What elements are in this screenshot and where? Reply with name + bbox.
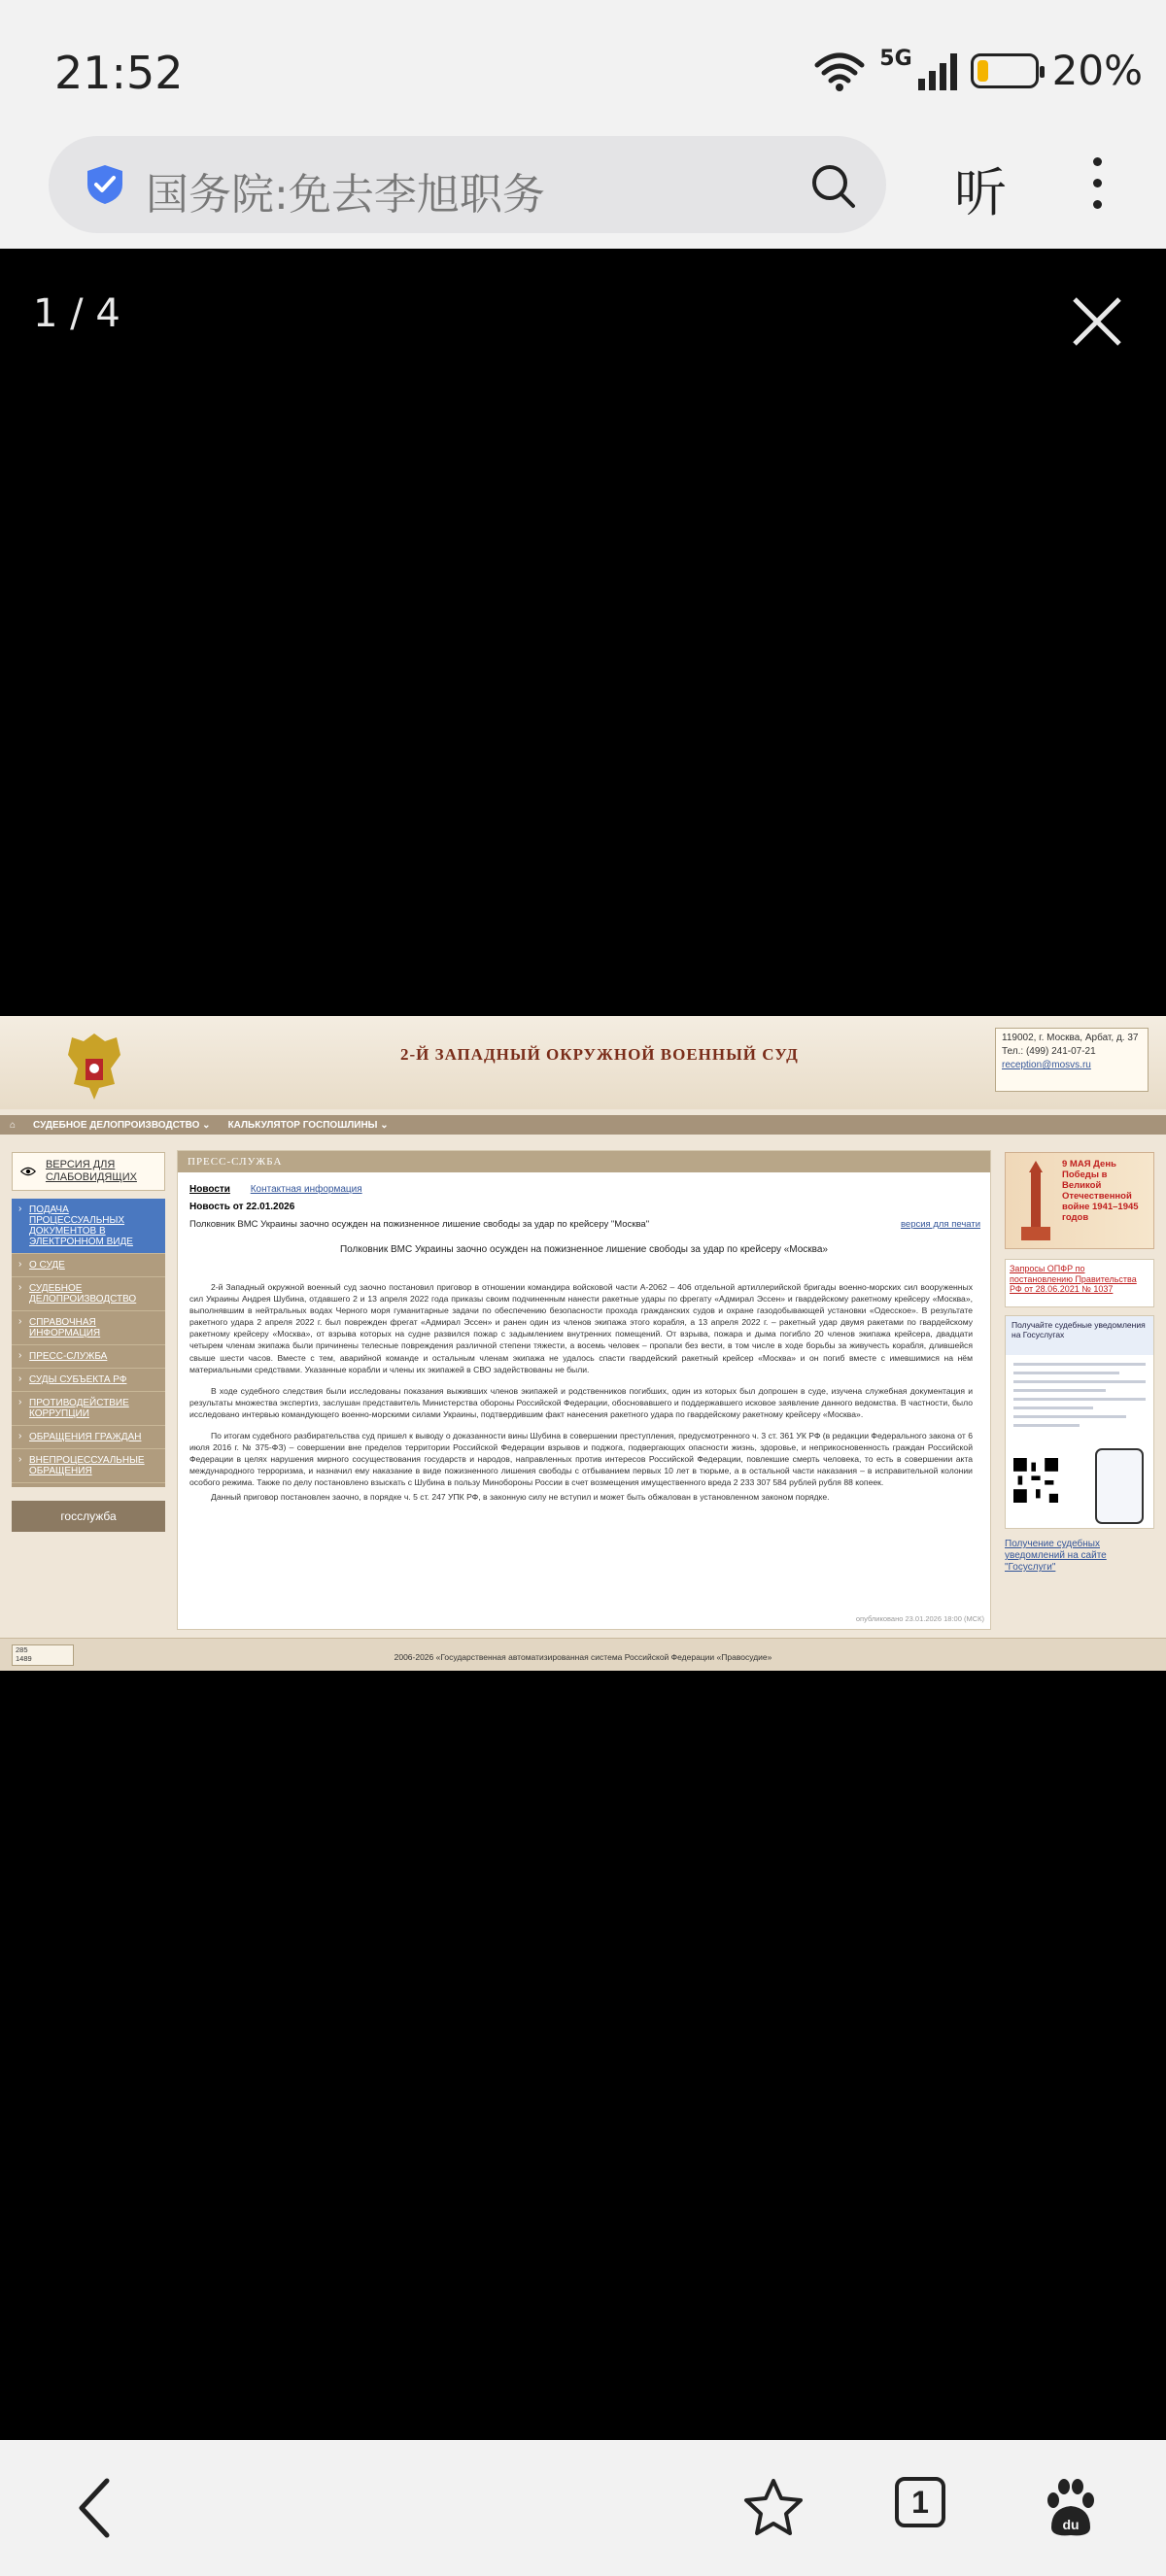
site-sidebar (12, 1152, 165, 1532)
visit-counter: 285 1489 (12, 1644, 74, 1666)
contact-email[interactable]: reception@mosvs.ru (1002, 1060, 1091, 1070)
section-title: ПРЕСС-СЛУЖБА (178, 1151, 990, 1172)
tab-news[interactable]: Новости (189, 1184, 230, 1195)
image-viewer (0, 249, 1166, 2440)
star-icon[interactable] (740, 2475, 806, 2541)
eye-icon (20, 1165, 36, 1178)
victory-day-banner[interactable] (1005, 1152, 1154, 1249)
wifi-icon (813, 50, 866, 92)
search-icon[interactable] (808, 161, 857, 210)
network-type: 5G (879, 47, 912, 71)
sidebar-item-e-filing[interactable]: › ПОДАЧА ПРОЦЕССУАЛЬНЫХ ДОКУМЕНТОВ В ЭЛЕКТРОННОМ ВИДЕ (12, 1199, 165, 1254)
site-footer (0, 1638, 1166, 1671)
battery-fill (977, 60, 988, 82)
coat-of-arms-icon (60, 1030, 128, 1103)
sidebar-menu (12, 1199, 165, 1487)
court-website-image[interactable] (0, 1016, 1166, 1671)
shield-icon (84, 163, 126, 206)
search-input[interactable] (49, 136, 886, 233)
svg-text:du: du (1062, 2517, 1080, 2532)
contact-box (995, 1028, 1149, 1092)
back-icon[interactable] (64, 2475, 130, 2541)
tabs-button[interactable]: 1 (895, 2477, 945, 2527)
image-counter: 1 / 4 (33, 291, 120, 336)
article-title: Полковник ВМС Украины заочно осужден на пожизненное лишение свободы за удар по крейсеру «Москва» (339, 1244, 828, 1255)
contact-address: 119002, г. Москва, Арбат, д. 37 (1002, 1033, 1139, 1043)
nav-item-court-proceedings[interactable]: СУДЕБНОЕ ДЕЛОПРОИЗВОДСТВО ⌄ (33, 1119, 211, 1131)
phone-icon (1095, 1448, 1144, 1524)
sidebar-item-about[interactable]: › О СУДЕ (12, 1254, 165, 1277)
press-content (177, 1150, 991, 1630)
content-tabs (189, 1184, 362, 1195)
battery-icon (971, 53, 1039, 88)
more-menu-icon[interactable] (1090, 157, 1104, 216)
monument-icon (1013, 1159, 1058, 1240)
close-icon[interactable] (1071, 295, 1123, 348)
bottom-navigation (0, 2440, 1166, 2576)
article-paragraph: Данный приговор постановлен заочно, в порядке ч. 5 ст. 247 УПК РФ, в законную силу не вступил и может быть обжалован в установленном законом порядке. (211, 1491, 830, 1502)
status-bar (0, 0, 1166, 136)
court-title: 2-Й ЗАПАДНЫЙ ОКРУЖНОЙ ВОЕННЫЙ СУД (400, 1045, 799, 1064)
article-body (189, 1281, 973, 1512)
sidebar-item-anticorruption[interactable]: › ПРОТИВОДЕЙСТВИЕ КОРРУПЦИИ (12, 1392, 165, 1426)
article-paragraph: В ходе судебного следствия были исследованы показания выживших членов экипажей и родственников погибших, один из которых был допрошен в суде, изучена служебная документация и результаты множества экспертиз, заслушан представитель Министерства обороны Российской Федерации, обосновавшего и поддержавшего исковое заявление данного ведомства. В частности, было исследовано интервью командующего военно-морскими силами Украины, подтвердившим факт нанесения ракетного удара по гвардейскому ракетному крейсеру «Москва». (189, 1385, 973, 1419)
right-column (1005, 1152, 1154, 1574)
print-version-link[interactable]: версия для печати (900, 1219, 980, 1230)
news-headline: Полковник ВМС Украины заочно осужден на пожизненное лишение свободы за удар по крейсеру "Москва" (189, 1219, 650, 1230)
article-paragraph: 2-й Западный окружной военный суд заочно постановил приговор в отношении командира войсковой части А-2062 – 406 отдельной артиллерийской бригады военно-морских сил вооруженных сил Украины Андрея Шубина, отдавшего 2 и 13 апреля 2022 года приказы своим подчиненным нанести ракетные удары по фрегату «Адмирал Эссен» и гвардейскому ракетному крейсеру «Москва», выполнявшим в нейтральных водах Черного моря гуманитарные задачи по обеспечению безопасности прохода гражданских судов и охране газодобывающей установки «Одесское». В результате ракетного удара 2 апреля 2022 г. был поврежден фрегат «Адмирал Эссен» и ранен один из членов экипажа этого корабля, а 13 апреля 2022 г. – ракетный удар двумя ракетами по гвардейскому ракетному крейсеру «Москва», от взрыва которых на судне развился пожар с задымлением внутренних помещений. От взрыва, пожара и дыма погибло 20 членов экипажа крейсера, двадцати четырем членам экипажа были причинены телесные повреждения различной степени тяжести, а восемь человек – пропали без вести, в том числе в ходе борьбы за живучесть корабля, длившейся свыше шести часов. Вместе с тем, аварийной команде и остальным членам экипажа не удалось спасти гвардейский ракетный крейсер «Москва» и он погиб вместе с имевшимися на нём материальными средствами. Указанные корабли и члены их экипажей в СВО задействованы не были. (189, 1282, 973, 1374)
gosuslugi-link[interactable]: Получение судебных уведомлений на сайте "Госуслуги" (1005, 1539, 1107, 1573)
battery-percent: 20% (1051, 47, 1143, 94)
status-icons (813, 47, 1143, 94)
article-paragraph: По итогам судебного разбирательства суд пришел к выводу о доказанности вины Шубина в совершении преступления, предусмотренного ч. 3 ст. 361 УК РФ (в редакции Федерального закона от 6 июля 2016 г. № 375-ФЗ) – совершении вне пределов территории Российской Федерации взрывов и поджога, подвергающих опасности жизнь, здоровье, и неприкосновенность граждан Российской Федерации в целях нарушения мирного сосуществования государств и народов, направленных против интересов Российской Федерации, повлекшие смерть человека, то есть в совершении акта международного терроризма, и назначил ему наказание в виде пожизненного лишения свободы с отбыванием первых 10 лет в тюрьме, а в остальной части наказания – в исправительной колонии особого режима. Также по делу постановлено взыскать с Шубина в пользу Минобороны России в счет возмещения имущественного вреда 2 233 307 584 рублей рубля 88 копеек. (189, 1431, 973, 1488)
search-query: 国务院:免去李旭职务 (146, 170, 545, 220)
gosluzhba-banner[interactable] (12, 1501, 165, 1532)
published-date: опубликовано 23.01.2026 18:00 (МСК) (855, 1614, 984, 1623)
visually-impaired-link[interactable]: ВЕРСИЯ ДЛЯ СЛАБОВИДЯЩИХ (12, 1152, 165, 1191)
qr-code-icon (1013, 1458, 1058, 1503)
opfr-link[interactable]: Запросы ОПФР по постановлению Правительства РФ от 28.06.2021 № 1037 (1005, 1259, 1154, 1307)
nav-item-fee-calculator[interactable]: КАЛЬКУЛЯТОР ГОСПОШЛИНЫ ⌄ (227, 1119, 389, 1131)
news-date: Новость от 22.01.2026 (189, 1202, 295, 1212)
clock: 21:52 (54, 47, 184, 99)
sidebar-item-extra-appeals[interactable]: › ВНЕПРОЦЕССУАЛЬНЫЕ ОБРАЩЕНИЯ (12, 1449, 165, 1483)
sidebar-item-press[interactable]: › ПРЕСС-СЛУЖБА (12, 1345, 165, 1369)
site-nav (0, 1115, 1166, 1135)
gosuslugi-banner[interactable] (1005, 1315, 1154, 1529)
contact-phone: Тел.: (499) 241-07-21 (1002, 1046, 1096, 1057)
tab-contacts[interactable]: Контактная информация (250, 1184, 362, 1195)
site-header (0, 1016, 1166, 1109)
sidebar-item-appeals[interactable]: › ОБРАЩЕНИЯ ГРАЖДАН (12, 1426, 165, 1449)
footer-text: 2006-2026 «Государственная автоматизированная система Российской Федерации «Правосудие» (394, 1652, 772, 1662)
gosluzhba-label: госслужба (60, 1509, 117, 1523)
sidebar-item-proceedings[interactable]: › СУДЕБНОЕ ДЕЛОПРОИЗВОДСТВО (12, 1277, 165, 1311)
signal-icon (918, 51, 957, 90)
browser-toolbar (0, 136, 1166, 249)
sidebar-item-courts[interactable]: › СУДЫ СУБЪЕКТА РФ (12, 1369, 165, 1392)
home-icon[interactable]: ⌂ (10, 1119, 17, 1131)
gosuslugi-text (1013, 1363, 1146, 1433)
sidebar-item-reference[interactable]: › СПРАВОЧНАЯ ИНФОРМАЦИЯ (12, 1311, 165, 1345)
victory-day-text: 9 МАЯ День Победы в Великой Отечественной войне 1941–1945 годов (1062, 1159, 1139, 1223)
listen-button[interactable]: 听 (954, 162, 1007, 223)
gosuslugi-heading: Получайте судебные уведомления на Госуслугах (1006, 1316, 1153, 1355)
baidu-paw-icon[interactable] (1038, 2475, 1104, 2541)
